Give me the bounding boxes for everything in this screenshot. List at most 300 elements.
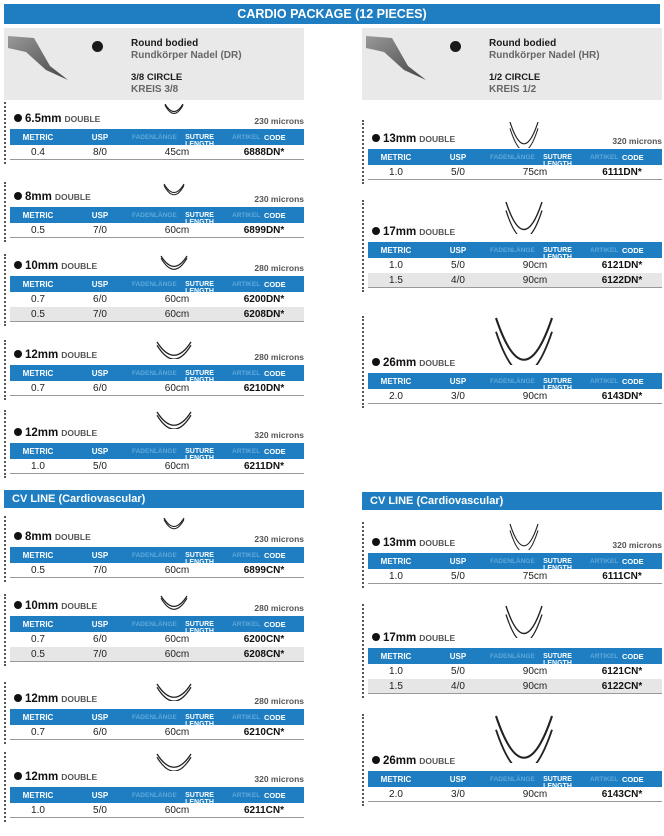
needle-type: DOUBLE [61,350,98,360]
needle-circle-sub: KREIS 3/8 [131,84,179,95]
bullet-dot-icon [372,227,380,235]
usp-value: 5/0 [451,260,465,271]
col-code-label: CODE [264,791,286,800]
col-usp: USP [91,211,109,220]
col-metric: METRIC [22,551,54,560]
table-row [368,787,662,802]
col-suture-length-label: SUTURE LENGTH [185,552,214,566]
col-suture-length-label: SUTURE LENGTH [185,714,214,728]
needle-curve-icon [159,254,189,270]
table-row [368,258,662,273]
needle-size-value: 12mm [25,693,59,705]
metric-value: 1.0 [31,461,45,472]
col-usp: USP [449,652,467,661]
col-metric: METRIC [380,652,412,661]
table-row [10,223,304,238]
table-header [10,616,304,635]
needle-curve-icon [504,200,544,234]
col-code-label: CODE [622,153,644,162]
needle-circle-sub: KREIS 1/2 [489,84,537,95]
needle-size-value: 10mm [25,260,59,272]
suture-length-value: 90cm [522,681,548,692]
suture-length-value: 75cm [522,571,548,582]
col-suture-length-label: SUTURE LENGTH [543,378,572,392]
col-suture-length-label: SUTURE LENGTH [185,370,214,384]
cv-line-header-right: CV LINE (Cardiovascular) [362,492,662,510]
product-block [4,182,304,242]
metric-value: 0.4 [31,147,45,158]
needle-title: Round bodied [489,38,557,49]
needle-size-value: 6.5mm [25,113,62,125]
table-header [368,648,662,667]
usp-value: 5/0 [93,461,107,472]
article-code: 6211DN* [243,461,285,472]
needle-type: DOUBLE [419,633,456,643]
needle-size [14,771,97,783]
needle-curve-icon [162,182,186,196]
suture-length-value: 60cm [164,309,190,320]
table-row [368,389,662,404]
col-code-label: CODE [264,620,286,629]
table-row [368,664,662,679]
col-code-label: CODE [622,557,644,566]
metric-value: 0.7 [31,383,45,394]
needle-header-hr [362,28,662,100]
metric-value: 1.5 [389,275,403,286]
table-row [10,307,304,322]
col-usp: USP [449,153,467,162]
metric-value: 2.0 [389,391,403,402]
needle-type: DOUBLE [61,772,98,782]
col-suture-length-label: SUTURE LENGTH [185,212,214,226]
col-metric: METRIC [380,246,412,255]
needle-curve-icon [155,682,193,701]
needle-type: DOUBLE [61,261,98,271]
bullet-dot-icon [14,192,22,200]
col-suture-length-label: SUTURE LENGTH [185,792,214,806]
table-header [10,276,304,295]
col-code-label: CODE [622,246,644,255]
bullet-dot-icon [14,428,22,436]
needle-description [131,38,242,96]
needle-size-value: 26mm [383,357,417,369]
metric-value: 1.5 [389,681,403,692]
article-code: 6143CN* [601,789,643,800]
article-code: 6210CN* [243,727,285,738]
needle-type: DOUBLE [419,756,456,766]
product-block [4,516,304,582]
col-code-sub: ARTIKEL [590,776,619,783]
needle-size-value: 12mm [25,771,59,783]
needle-circle: 3/8 CIRCLE [131,72,183,83]
col-suture-length-sub: FADENLÄNGE [132,792,177,799]
col-suture-length-sub: FADENLÄNGE [490,776,535,783]
metric-value: 1.0 [31,805,45,816]
table-row [10,725,304,740]
wire-diameter: 280 microns [254,696,304,706]
col-suture-length-label: SUTURE LENGTH [185,281,214,295]
col-metric: METRIC [22,280,54,289]
bullet-dot-icon [14,350,22,358]
product-block [362,522,662,588]
article-code: 6122CN* [601,681,643,692]
wire-diameter: 320 microns [254,430,304,440]
product-block [4,682,304,744]
table-header [368,771,662,790]
usp-value: 3/0 [451,789,465,800]
col-code-sub: ARTIKEL [590,378,619,385]
col-code-sub: ARTIKEL [232,714,261,721]
usp-value: 4/0 [451,275,465,286]
col-suture-length-sub: FADENLÄNGE [132,281,177,288]
metric-value: 0.5 [31,649,45,660]
col-suture-length-sub: FADENLÄNGE [132,714,177,721]
wire-diameter: 320 microns [254,774,304,784]
product-block [362,316,662,408]
col-code-sub: ARTIKEL [232,792,261,799]
col-code-sub: ARTIKEL [232,621,261,628]
needle-size [372,755,455,767]
suture-length-value: 45cm [164,147,190,158]
needle-size-value: 26mm [383,755,417,767]
col-suture-length-sub: FADENLÄNGE [132,552,177,559]
col-usp: USP [91,280,109,289]
article-code: 6211CN* [243,805,285,816]
needle-size-value: 13mm [383,537,417,549]
table-row [10,381,304,396]
col-code-label: CODE [264,280,286,289]
product-block [362,604,662,698]
col-suture-length-label: SUTURE LENGTH [185,621,214,635]
article-code: 6111CN* [602,571,642,582]
product-block [4,254,304,326]
col-suture-length-sub: FADENLÄNGE [132,134,177,141]
table-row [10,459,304,474]
needle-curve-icon [155,752,193,771]
suture-length-value: 75cm [522,167,548,178]
usp-value: 7/0 [93,225,107,236]
article-code: 6208CN* [243,649,285,660]
col-code-label: CODE [264,713,286,722]
article-code: 6121CN* [601,666,643,677]
suture-length-value: 60cm [164,294,190,305]
article-code: 6899CN* [243,565,285,576]
metric-value: 1.0 [389,571,403,582]
metric-value: 1.0 [389,260,403,271]
needle-description [489,38,600,96]
col-usp: USP [91,620,109,629]
needle-size [14,600,97,612]
usp-value: 8/0 [93,147,107,158]
bullet-dot-icon [14,601,22,609]
needle-curve-icon [508,120,540,148]
article-code: 6888DN* [243,147,285,158]
col-suture-length-sub: FADENLÄNGE [490,378,535,385]
needle-size-value: 17mm [383,632,417,644]
col-metric: METRIC [380,775,412,784]
usp-value: 5/0 [451,571,465,582]
col-suture-length-sub: FADENLÄNGE [132,621,177,628]
table-header [368,149,662,168]
table-row [10,632,304,647]
bullet-dot-icon [14,694,22,702]
bullet-dot-icon [372,756,380,764]
table-row [10,563,304,578]
needle-size-value: 12mm [25,427,59,439]
col-code-sub: ARTIKEL [232,448,261,455]
bullet-dot-icon [14,114,22,122]
col-usp: USP [91,133,109,142]
wire-diameter: 230 microns [254,116,304,126]
bullet-dot-icon [372,358,380,366]
usp-value: 4/0 [451,681,465,692]
col-suture-length-sub: FADENLÄNGE [490,653,535,660]
table-row [368,679,662,694]
suture-length-value: 90cm [522,789,548,800]
col-suture-length-label: SUTURE LENGTH [543,776,572,790]
suture-length-value: 60cm [164,634,190,645]
needle-type: DOUBLE [54,192,91,202]
table-row [10,292,304,307]
article-code: 6210DN* [243,383,285,394]
needle-type: DOUBLE [419,134,456,144]
wire-diameter: 320 microns [612,540,662,550]
needle-size [372,357,455,369]
col-suture-length-sub: FADENLÄNGE [490,154,535,161]
col-suture-length-sub: FADENLÄNGE [490,247,535,254]
needle-subtitle: Rundkörper Nadel (DR) [131,50,242,61]
cv-line-header-left: CV LINE (Cardiovascular) [4,490,304,508]
wire-diameter: 230 microns [254,194,304,204]
col-code-label: CODE [264,211,286,220]
product-block [362,120,662,184]
wire-diameter: 280 microns [254,352,304,362]
col-metric: METRIC [22,211,54,220]
table-header [368,242,662,261]
article-code: 6208DN* [243,309,285,320]
left-column [4,28,304,834]
col-code-sub: ARTIKEL [232,552,261,559]
col-usp: USP [91,369,109,378]
article-code: 6111DN* [602,167,642,178]
col-metric: METRIC [22,133,54,142]
col-code-sub: ARTIKEL [590,653,619,660]
col-suture-length-sub: FADENLÄNGE [132,448,177,455]
col-suture-length-label: SUTURE LENGTH [185,448,214,462]
needle-profile-dot-icon [92,41,103,52]
col-code-sub: ARTIKEL [232,370,261,377]
needle-size [14,260,97,272]
needle-size-value: 12mm [25,349,59,361]
table-header [10,129,304,148]
metric-value: 0.5 [31,225,45,236]
table-header [368,373,662,392]
suture-length-value: 60cm [164,383,190,394]
col-code-label: CODE [622,652,644,661]
suture-length-value: 60cm [164,727,190,738]
needle-size-value: 10mm [25,600,59,612]
suture-length-value: 60cm [164,461,190,472]
usp-value: 5/0 [451,666,465,677]
needle-size [14,113,100,125]
col-metric: METRIC [380,153,412,162]
product-block [4,340,304,400]
needle-curve-icon [162,516,186,530]
usp-value: 5/0 [451,167,465,178]
col-suture-length-label: SUTURE LENGTH [543,154,572,168]
needle-circle: 1/2 CIRCLE [489,72,541,83]
needle-tip-icon [6,30,70,82]
col-code-label: CODE [622,377,644,386]
wire-diameter: 230 microns [254,534,304,544]
col-metric: METRIC [380,377,412,386]
needle-type: DOUBLE [419,227,456,237]
table-header [10,709,304,728]
needle-size [14,531,91,543]
col-code-sub: ARTIKEL [590,154,619,161]
product-block [4,102,304,164]
needle-subtitle: Rundkörper Nadel (HR) [489,50,600,61]
needle-size-value: 8mm [25,191,52,203]
col-code-label: CODE [264,551,286,560]
col-usp: USP [449,775,467,784]
col-suture-length-label: SUTURE LENGTH [543,653,572,667]
table-row [10,803,304,818]
needle-type: DOUBLE [54,532,91,542]
usp-value: 6/0 [93,294,107,305]
metric-value: 0.5 [31,309,45,320]
col-usp: USP [91,791,109,800]
needle-type: DOUBLE [419,358,456,368]
needle-type: DOUBLE [61,601,98,611]
col-usp: USP [449,557,467,566]
col-usp: USP [91,713,109,722]
metric-value: 1.0 [389,167,403,178]
table-header [10,787,304,806]
needle-profile-dot-icon [450,41,461,52]
usp-value: 7/0 [93,309,107,320]
usp-value: 5/0 [93,805,107,816]
table-header [10,443,304,462]
product-block [4,410,304,478]
suture-length-value: 90cm [522,260,548,271]
usp-value: 3/0 [451,391,465,402]
col-code-label: CODE [264,369,286,378]
col-suture-length-sub: FADENLÄNGE [490,558,535,565]
table-row [368,165,662,180]
needle-header-dr [4,28,304,100]
wire-diameter: 280 microns [254,603,304,613]
article-code: 6122DN* [601,275,643,286]
suture-length-value: 90cm [522,275,548,286]
table-header [10,547,304,566]
col-code-label: CODE [264,447,286,456]
cardio-package-banner: CARDIO PACKAGE (12 PIECES) [4,4,660,24]
needle-size [372,537,455,549]
needle-size [14,349,97,361]
needle-size [372,226,455,238]
col-code-sub: ARTIKEL [590,558,619,565]
product-block [362,200,662,292]
metric-value: 2.0 [389,789,403,800]
col-metric: METRIC [22,447,54,456]
col-usp: USP [91,447,109,456]
needle-curve-icon [504,604,544,638]
bullet-dot-icon [372,134,380,142]
suture-length-value: 60cm [164,805,190,816]
product-block [4,752,304,822]
metric-value: 0.7 [31,634,45,645]
needle-curve-icon [163,102,185,115]
usp-value: 6/0 [93,383,107,394]
article-code: 6200DN* [243,294,285,305]
bullet-dot-icon [372,538,380,546]
col-metric: METRIC [22,620,54,629]
needle-size-value: 8mm [25,531,52,543]
wire-diameter: 280 microns [254,263,304,273]
article-code: 6121DN* [601,260,643,271]
table-row [368,273,662,288]
needle-type: DOUBLE [64,114,101,124]
needle-size [372,133,455,145]
suture-length-value: 60cm [164,225,190,236]
metric-value: 0.7 [31,727,45,738]
suture-length-value: 90cm [522,391,548,402]
col-metric: METRIC [22,713,54,722]
usp-value: 7/0 [93,649,107,660]
col-suture-length-label: SUTURE LENGTH [543,247,572,261]
needle-size [14,191,91,203]
table-row [368,569,662,584]
metric-value: 0.7 [31,294,45,305]
usp-value: 6/0 [93,634,107,645]
needle-curve-icon [508,522,540,550]
usp-value: 6/0 [93,727,107,738]
article-code: 6200CN* [243,634,285,645]
article-code: 6899DN* [243,225,285,236]
col-suture-length-label: SUTURE LENGTH [543,558,572,572]
needle-curve-icon [494,714,554,763]
product-block [362,714,662,806]
needle-curve-icon [155,340,193,359]
needle-size [14,693,97,705]
table-header [10,365,304,384]
col-code-sub: ARTIKEL [232,212,261,219]
needle-curve-icon [494,316,554,365]
needle-curve-icon [159,594,189,610]
needle-tip-icon [364,30,428,82]
col-code-sub: ARTIKEL [232,281,261,288]
needle-title: Round bodied [131,38,199,49]
col-usp: USP [91,551,109,560]
needle-size-value: 13mm [383,133,417,145]
article-code: 6143DN* [601,391,643,402]
needle-curve-icon [155,410,193,429]
needle-size [14,427,97,439]
table-row [10,647,304,662]
col-suture-length-sub: FADENLÄNGE [132,370,177,377]
needle-type: DOUBLE [61,428,98,438]
col-metric: METRIC [380,557,412,566]
bullet-dot-icon [14,261,22,269]
col-usp: USP [449,377,467,386]
needle-size [372,632,455,644]
col-code-label: CODE [264,133,286,142]
suture-length-value: 60cm [164,565,190,576]
col-code-sub: ARTIKEL [590,247,619,254]
col-code-label: CODE [622,775,644,784]
col-metric: METRIC [22,369,54,378]
